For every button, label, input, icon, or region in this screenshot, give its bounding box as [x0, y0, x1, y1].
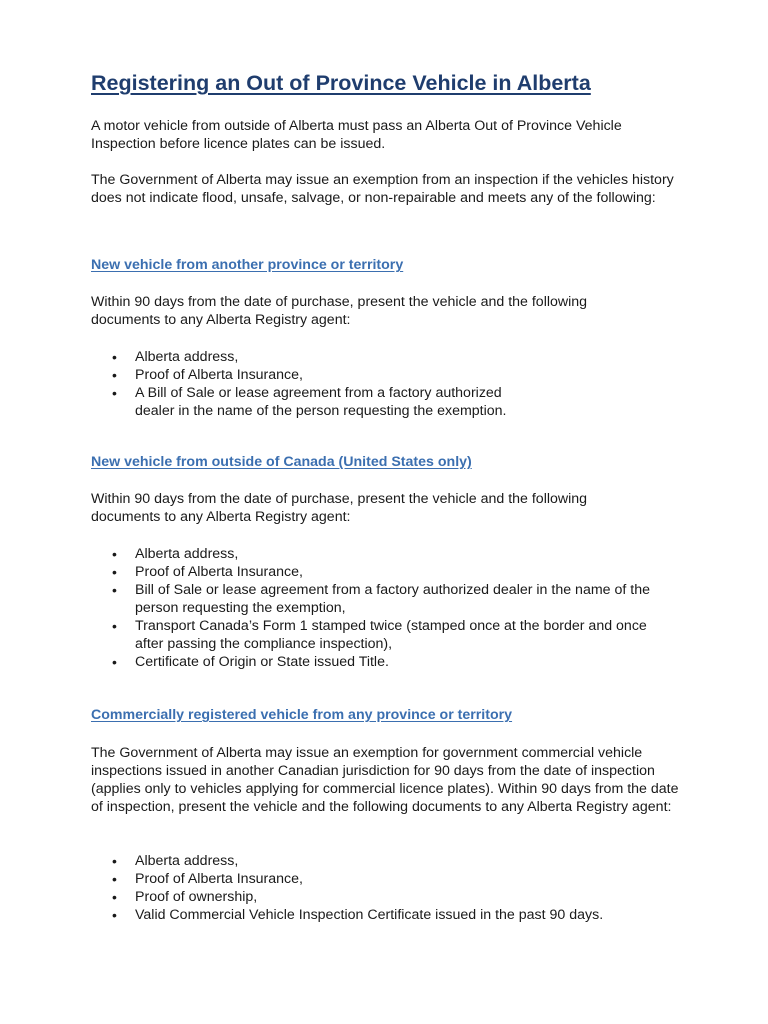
list-item-text: Proof of Alberta Insurance,: [135, 367, 303, 383]
list-item: [112, 581, 672, 617]
list-item: [112, 563, 672, 581]
section-heading-new-vehicle-us: New vehicle from outside of Canada (United States only): [91, 454, 472, 470]
list-item-text: Bill of Sale or lease agreement from a factory authorized dealer in the name of the person requesting the exemption,: [135, 582, 650, 616]
requirements-list-new-vehicle-us: [112, 545, 672, 671]
requirements-list-commercial-vehicle: [112, 852, 672, 924]
bullet-icon: •: [112, 654, 117, 670]
list-item-text: Valid Commercial Vehicle Inspection Certificate issued in the past 90 days.: [135, 907, 604, 923]
bullet-icon: •: [112, 871, 117, 887]
list-item-text: Proof of Alberta Insurance,: [135, 564, 303, 580]
list-item: [112, 906, 672, 924]
list-item-text: A Bill of Sale or lease agreement from a factory authorized dealer in the name of the person requesting the exemption.: [135, 385, 507, 419]
bullet-icon: •: [112, 349, 117, 365]
page-title: Registering an Out of Province Vehicle in Alberta: [91, 71, 591, 95]
intro-paragraph-1: A motor vehicle from outside of Alberta must pass an Alberta Out of Province Vehicle Inspection before licence plates can be issued.: [91, 118, 622, 152]
list-item-text: Alberta address,: [135, 853, 239, 869]
list-item: [112, 366, 532, 384]
section-heading-commercial-vehicle: Commercially registered vehicle from any province or territory: [91, 707, 513, 723]
bullet-icon: •: [112, 367, 117, 383]
section-paragraph-new-vehicle-province: Within 90 days from the date of purchase, present the vehicle and the following documents to any Alberta Registry agent:: [91, 294, 588, 328]
bullet-icon: •: [112, 546, 117, 562]
section-heading-new-vehicle-province: New vehicle from another province or territory: [91, 257, 404, 273]
section-paragraph-new-vehicle-us: Within 90 days from the date of purchase, present the vehicle and the following documents to any Alberta Registry agent:: [91, 491, 588, 525]
list-item: [112, 348, 532, 366]
section-paragraph-commercial-vehicle: The Government of Alberta may issue an exemption for government commercial vehicle inspections issued in another Canadian jurisdiction for 90 days from the date of inspection (applies only to vehicles applying for commercial licence plates). Within 90 days from the date of inspection, present the vehicle and the following documents to any Alberta Registry agent:: [91, 745, 679, 815]
list-item: [112, 545, 672, 563]
list-item-text: Certificate of Origin or State issued Title.: [135, 654, 389, 670]
list-item: [112, 653, 672, 671]
bullet-icon: •: [112, 385, 117, 401]
list-item: [112, 617, 672, 653]
intro-paragraph-2: The Government of Alberta may issue an exemption from an inspection if the vehicles history does not indicate flood, unsafe, salvage, or non-repairable and meets any of the following:: [91, 172, 674, 206]
bullet-icon: •: [112, 564, 117, 580]
bullet-icon: •: [112, 853, 117, 869]
bullet-icon: •: [112, 907, 117, 923]
list-item-text: Proof of ownership,: [135, 889, 258, 905]
requirements-list-new-vehicle-province: [112, 348, 532, 420]
bullet-icon: •: [112, 618, 117, 634]
list-item: [112, 384, 532, 420]
list-item: [112, 852, 672, 870]
list-item: [112, 870, 672, 888]
list-item-text: Transport Canada’s Form 1 stamped twice (stamped once at the border and once after passing the compliance inspection),: [135, 618, 647, 652]
bullet-icon: •: [112, 889, 117, 905]
list-item-text: Proof of Alberta Insurance,: [135, 871, 303, 887]
list-item: [112, 888, 672, 906]
list-item-text: Alberta address,: [135, 349, 239, 365]
bullet-icon: •: [112, 582, 117, 598]
list-item-text: Alberta address,: [135, 546, 239, 562]
